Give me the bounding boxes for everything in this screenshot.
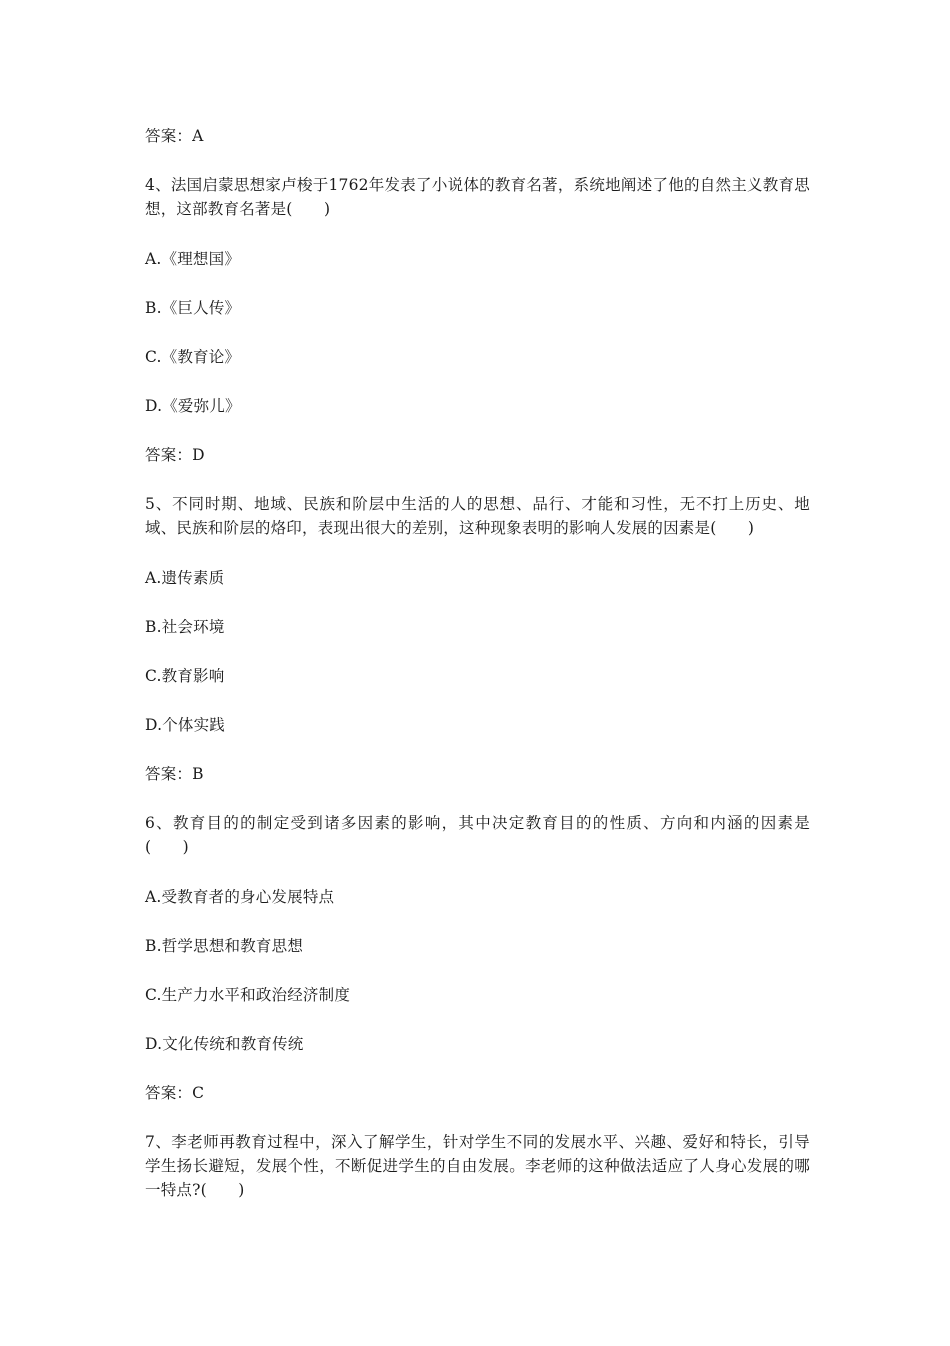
question-6-option-b: B.哲学思想和教育思想 (145, 937, 304, 955)
question-6-option-d: D.文化传统和教育传统 (145, 1035, 304, 1053)
question-4-option-c: C.《教育论》 (145, 348, 241, 366)
question-5-text: 5、不同时期、地域、民族和阶层中生活的人的思想、品行、才能和习性，无不打上历史、地域、民族和阶层的烙印，表现出很大的差别，这种现象表明的影响人发展的因素是( ) (145, 495, 810, 537)
question-5-option-a: A.遗传素质 (145, 569, 225, 587)
question-4-option-b: B.《巨人传》 (145, 299, 241, 317)
question-4-option-d: D.《爱弥儿》 (145, 397, 241, 415)
question-5-answer: 答案：B (145, 765, 204, 783)
question-5-option-c: C.教育影响 (145, 667, 225, 685)
question-4-option-a: A.《理想国》 (145, 250, 241, 268)
question-6-text: 6、教育目的的制定受到诸多因素的影响，其中决定教育目的的性质、方向和内涵的因素是( ) (145, 814, 810, 856)
question-5-option-d: D.个体实践 (145, 716, 226, 734)
question-6-option-a: A.受教育者的身心发展特点 (145, 888, 335, 906)
question-5-option-b: B.社会环境 (145, 618, 225, 636)
answer-previous: 答案：A (145, 127, 204, 145)
question-6-answer: 答案：C (145, 1084, 205, 1102)
question-4-answer: 答案：D (145, 446, 205, 464)
question-6-option-c: C.生产力水平和政治经济制度 (145, 986, 351, 1004)
question-7-text: 7、李老师再教育过程中，深入了解学生，针对学生不同的发展水平、兴趣、爱好和特长，引导学生扬长避短，发展个性，不断促进学生的自由发展。李老师的这种做法适应了人身心发展的哪一特点?( ) (145, 1133, 810, 1199)
question-4-text: 4、法国启蒙思想家卢梭于1762年发表了小说体的教育名著，系统地阐述了他的自然主义教育思想，这部教育名著是( ) (145, 176, 810, 218)
